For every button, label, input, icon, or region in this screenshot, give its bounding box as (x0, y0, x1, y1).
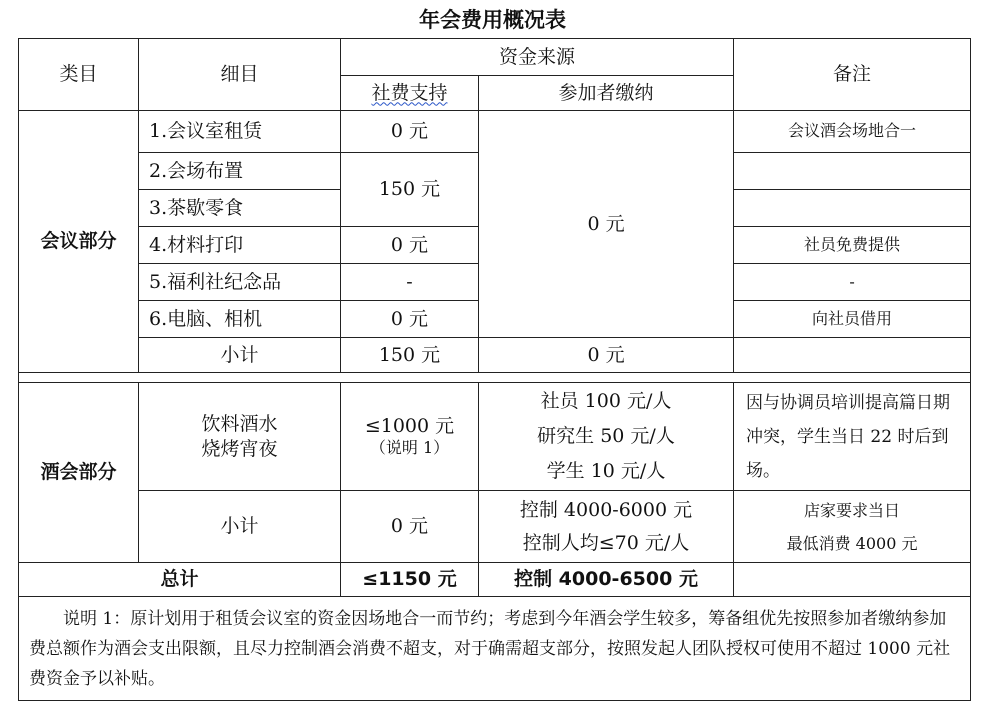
meeting-remark-1: 会议酒会场地合一 (734, 111, 971, 153)
meeting-subtotal-fee: 0 元 (479, 338, 734, 373)
header-participant-fee: 参加者缴纳 (479, 76, 734, 111)
header-club-support (341, 76, 479, 111)
party-fee-member: 社员 100 元/人 (540, 390, 672, 412)
header-category: 类目 (19, 39, 139, 111)
expense-table (18, 38, 971, 701)
party-subtotal-fee (479, 491, 734, 563)
table-title: 年会费用概况表 (419, 8, 566, 32)
meeting-support-5: - (341, 264, 479, 301)
section-gap-cell (19, 373, 971, 383)
meeting-item-2: 2.会场布置 (139, 153, 341, 190)
party-fee-student: 学生 10 元/人 (546, 460, 666, 482)
meeting-item-1: 1.会议室租赁 (139, 111, 341, 153)
party-subtotal-label: 小计 (139, 491, 341, 563)
meeting-subtotal-label: 小计 (139, 338, 341, 373)
meeting-remark-5: - (734, 264, 971, 301)
total-support: ≤1150 元 (341, 563, 479, 597)
note-text: 说明 1：原计划用于租赁会议室的资金因场地合一而节约；考虑到今年酒会学生较多，筹备组优先按照参加者缴纳参加费总额作为酒会支出限额，且尽力控制酒会消费不超支，对于确需超支部分，按照发起人团队授权可使用不超过 1000 元社费资金予以补贴。 (29, 608, 951, 689)
party-support-note: （说明 1） (369, 438, 450, 458)
total-fee: 控制 4000-6500 元 (479, 563, 734, 597)
meeting-participant-fee: 0 元 (479, 111, 734, 338)
party-section-label: 酒会部分 (19, 383, 139, 563)
party-subtotal-support: 0 元 (341, 491, 479, 563)
party-support-value: ≤1000 元 (364, 414, 455, 437)
party-items (139, 383, 341, 491)
meeting-section-label: 会议部分 (19, 111, 139, 373)
party-subtotal-fee-avg: 控制人均≤70 元/人 (522, 531, 690, 554)
meeting-support-2-3: 150 元 (341, 153, 479, 227)
meeting-subtotal-support: 150 元 (341, 338, 479, 373)
total-label: 总计 (19, 563, 341, 597)
party-support (341, 383, 479, 491)
party-fee-grad: 研究生 50 元/人 (537, 425, 675, 447)
meeting-support-4: 0 元 (341, 227, 479, 264)
header-fund-source: 资金来源 (341, 39, 734, 76)
party-subtotal-remark-2: 最低消费 4000 元 (786, 533, 918, 553)
meeting-item-3 (139, 190, 341, 227)
party-subtotal-remark (734, 491, 971, 563)
meeting-item-4: 4.材料打印 (139, 227, 341, 264)
meeting-item-5: 5.福利社纪念品 (139, 264, 341, 301)
party-item-bbq: 烧烤宵夜 (201, 437, 278, 460)
meeting-remark-3 (734, 190, 971, 227)
header-club-support-text: 社费支持 (371, 81, 448, 104)
meeting-remark-2 (734, 153, 971, 190)
total-remark (734, 563, 971, 597)
meeting-remark-4: 社员免费提供 (734, 227, 971, 264)
header-detail: 细目 (139, 39, 341, 111)
meeting-support-6: 0 元 (341, 301, 479, 338)
header-remarks: 备注 (734, 39, 971, 111)
meeting-remark-6: 向社员借用 (734, 301, 971, 338)
party-subtotal-fee-range: 控制 4000-6000 元 (519, 498, 693, 521)
party-item-drinks: 饮料酒水 (201, 412, 278, 435)
party-remark: 因与协调员培训提高篇日期冲突，学生当日 22 时后到场。 (734, 383, 971, 491)
meeting-item-6: 6.电脑、相机 (139, 301, 341, 338)
meeting-item-3-text: 3.茶歇零食 (149, 196, 244, 219)
section-gap (19, 373, 971, 383)
note-explanation (19, 597, 971, 701)
meeting-support-1: 0 元 (341, 111, 479, 153)
party-fee (479, 383, 734, 491)
party-subtotal-remark-1: 店家要求当日 (804, 500, 901, 520)
meeting-subtotal-remark (734, 338, 971, 373)
